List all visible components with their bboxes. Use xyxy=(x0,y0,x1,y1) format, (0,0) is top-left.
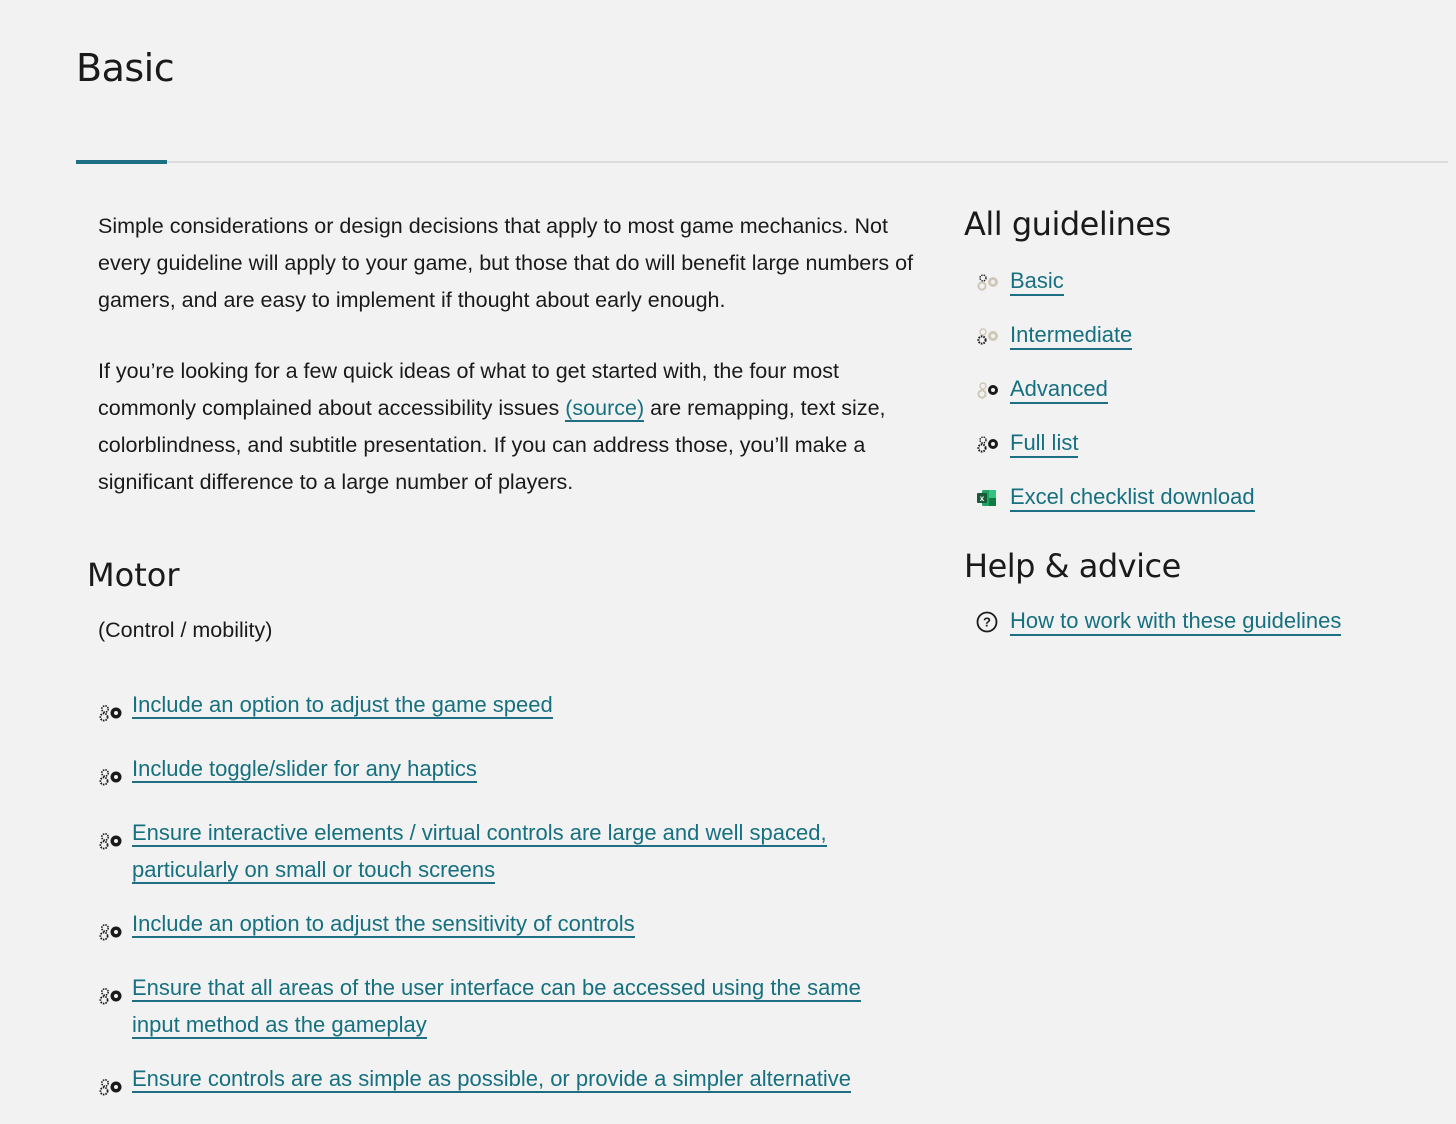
guideline-item xyxy=(98,814,898,888)
guideline-link[interactable]: Ensure interactive elements / virtual controls are large and well spaced, particularly on small or touch screens xyxy=(132,820,827,882)
gears-icon xyxy=(98,814,132,861)
sidebar-item-how-to xyxy=(976,595,1444,649)
sidebar-link-advanced[interactable]: Advanced xyxy=(1010,376,1108,404)
source-link[interactable]: (source) xyxy=(565,396,645,420)
gears-icon xyxy=(98,905,132,952)
sidebar-item-basic xyxy=(976,255,1444,309)
main-content xyxy=(98,208,938,535)
page-title: Basic xyxy=(76,46,175,90)
help-link-how-to-work[interactable]: How to work with these guidelines xyxy=(1010,608,1341,636)
guideline-item xyxy=(98,686,898,733)
guideline-link[interactable]: Include an option to adjust the sensitivity of controls xyxy=(132,911,635,936)
gears-icon xyxy=(98,969,132,1016)
section-title-motor: Motor xyxy=(87,556,180,594)
paragraph-text: are remapping, text size, colorblindness, and subtitle presentation. If you can address those, you’ll make a significant difference to a large number of players. xyxy=(98,396,886,494)
active-tab-indicator xyxy=(76,160,167,164)
intro-paragraph: Simple considerations or design decisions that apply to most game mechanics. Not every guideline will apply to your game, but those that do will benefit large numbers of gamers, and are easy to implement if thought about early enough. xyxy=(98,214,914,312)
section-subtitle: (Control / mobility) xyxy=(98,618,273,642)
all-guidelines-heading: All guidelines xyxy=(964,205,1171,243)
sidebar-item-advanced xyxy=(976,363,1444,417)
gears-full-icon xyxy=(976,435,1010,453)
svg-text:?: ? xyxy=(983,614,991,630)
guideline-link[interactable]: Ensure that all areas of the user interface can be accessed using the same input method as the gameplay xyxy=(132,975,861,1037)
gears-icon xyxy=(98,1060,132,1107)
gears-basic-icon xyxy=(976,273,1010,291)
sidebar-item-intermediate xyxy=(976,309,1444,363)
sidebar-item-full-list xyxy=(976,417,1444,471)
guideline-link[interactable]: Include toggle/slider for any haptics xyxy=(132,756,477,781)
question-circle-icon xyxy=(976,611,1010,633)
excel-icon xyxy=(976,489,1010,507)
guideline-item xyxy=(98,969,898,1043)
help-advice-heading: Help & advice xyxy=(964,547,1181,585)
quick-ideas-paragraph xyxy=(98,353,938,501)
help-links-list xyxy=(964,595,1444,649)
gears-intermediate-icon xyxy=(976,327,1010,345)
sidebar xyxy=(964,205,1444,649)
guideline-item xyxy=(98,750,898,797)
sidebar-link-basic[interactable]: Basic xyxy=(1010,268,1064,296)
guideline-link[interactable]: Include an option to adjust the game speed xyxy=(132,692,553,717)
guideline-item xyxy=(98,905,898,952)
header-divider xyxy=(76,161,1448,163)
sidebar-link-full-list[interactable]: Full list xyxy=(1010,430,1078,458)
paragraph-text: If you’re looking for a few quick ideas of what to get started with, the four most commonly complained about accessibility issues xyxy=(98,359,839,420)
gears-icon xyxy=(98,750,132,797)
svg-text:x: x xyxy=(979,494,985,503)
guideline-item xyxy=(98,1060,898,1107)
gears-advanced-icon xyxy=(976,381,1010,399)
guideline-link[interactable]: Ensure controls are as simple as possible, or provide a simpler alternative xyxy=(132,1066,851,1091)
sidebar-item-excel xyxy=(976,471,1444,525)
motor-guidelines-list xyxy=(98,686,898,1124)
sidebar-link-excel-download[interactable]: Excel checklist download xyxy=(1010,484,1255,512)
gears-icon xyxy=(98,686,132,733)
sidebar-link-intermediate[interactable]: Intermediate xyxy=(1010,322,1132,350)
all-guidelines-list xyxy=(964,255,1444,525)
